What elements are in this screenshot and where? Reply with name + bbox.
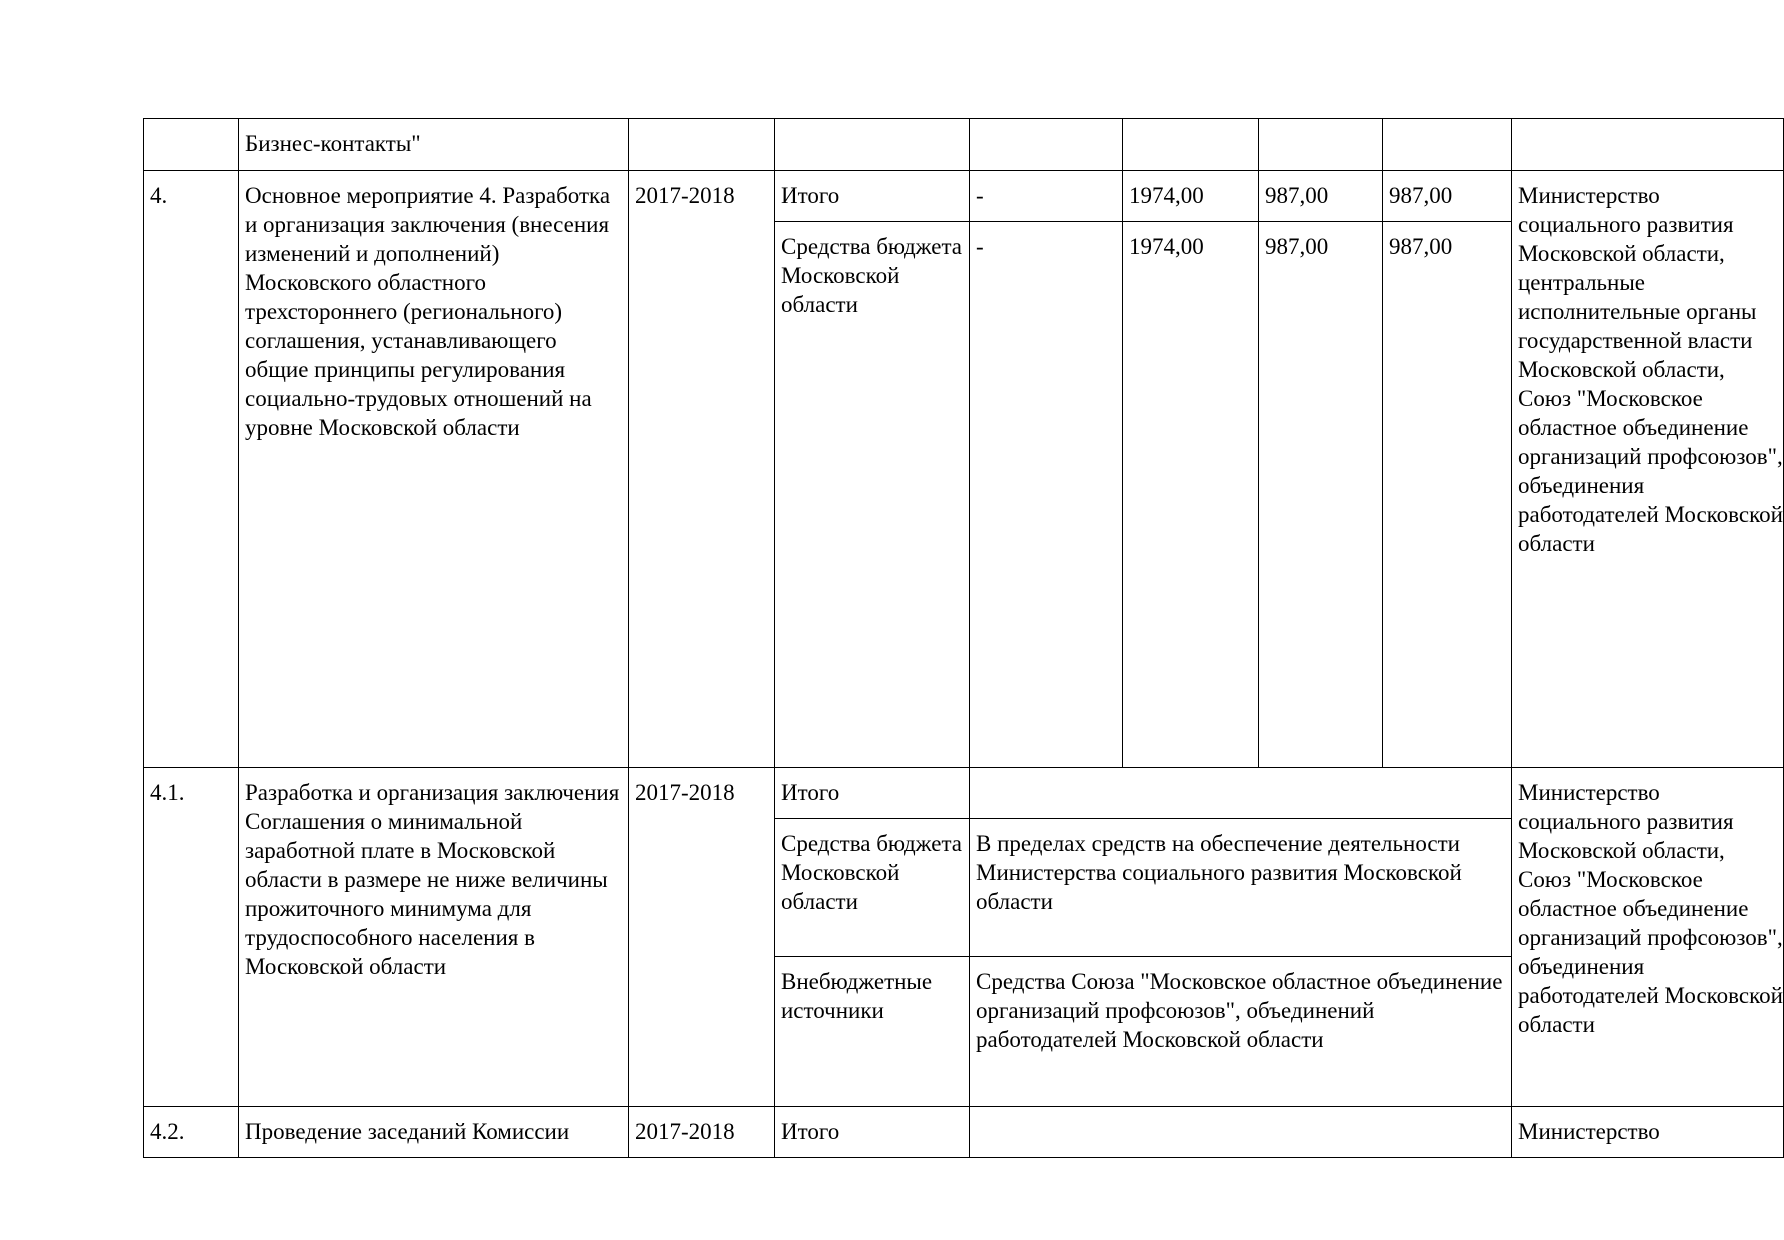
activity-name-cell [239, 119, 629, 171]
value-cell [1123, 171, 1259, 222]
value-cell [970, 119, 1123, 171]
value: - [976, 234, 984, 259]
value-cell [970, 171, 1123, 222]
period: 2017-2018 [635, 780, 735, 805]
funding-note: Средства Союза "Московское областное объединение организаций профсоюзов", объединений работодателей Московской области [976, 969, 1503, 1052]
value-cell [1123, 119, 1259, 171]
value-cell [1259, 171, 1383, 222]
value-cell [1259, 119, 1383, 171]
source-label: Итого [781, 1119, 840, 1144]
value-cell [1383, 171, 1512, 222]
activity-name: Разработка и организация заключения Соглашения о минимальной заработной плате в Московской области в размере не ниже величины прожиточного минимума для трудоспособного населения в Московской области [245, 780, 620, 979]
funding-note-cell [970, 768, 1512, 819]
value-cell [970, 222, 1123, 768]
executor-cell [1512, 171, 1784, 768]
value-cell [1259, 222, 1383, 768]
activity-name-cell [239, 171, 629, 768]
value: 987,00 [1265, 183, 1329, 208]
value: 987,00 [1389, 234, 1453, 259]
source-label: Средства бюджета Московской области [781, 831, 962, 914]
value: - [976, 183, 984, 208]
executor-cell [1512, 1107, 1784, 1158]
activity-name: Проведение заседаний Комиссии [245, 1119, 570, 1144]
source-cell [775, 819, 970, 957]
executor: Министерство социального развития Московской области, центральные исполнительные органы государственной власти Московской области, Союз "Московское областное объединение организаций профсоюзов", объединения работодателей Московской области [1518, 183, 1783, 556]
executor-cell [1512, 119, 1784, 171]
value: 1974,00 [1129, 234, 1204, 259]
activity-name-cell [239, 1107, 629, 1158]
period: 2017-2018 [635, 183, 735, 208]
row-number-cell [144, 768, 239, 1107]
value-cell [1123, 222, 1259, 768]
source-label: Итого [781, 183, 840, 208]
row-number: 4.1. [150, 780, 185, 805]
row-number: 4.2. [150, 1119, 185, 1144]
executor-cell [1512, 768, 1784, 1107]
funding-note-cell [970, 1107, 1512, 1158]
row-number: 4. [150, 183, 168, 208]
period-cell [629, 171, 775, 768]
table-row [144, 119, 1784, 171]
activity-name-cell [239, 768, 629, 1107]
period: 2017-2018 [635, 1119, 735, 1144]
value: 987,00 [1265, 234, 1329, 259]
period-cell [629, 768, 775, 1107]
executor: Министерство социального развития Московской области, Союз "Московское областное объединение организаций профсоюзов", объединения работодателей Московской области [1518, 780, 1783, 1037]
row-number-cell [144, 1107, 239, 1158]
source-cell [775, 171, 970, 222]
funding-note-cell [970, 957, 1512, 1107]
source-label: Итого [781, 780, 840, 805]
source-cell [775, 222, 970, 768]
value-cell [1383, 119, 1512, 171]
table-row [144, 768, 1784, 819]
row-number-cell [144, 119, 239, 171]
source-cell [775, 119, 970, 171]
source-cell [775, 768, 970, 819]
source-label: Внебюджетные источники [781, 969, 933, 1023]
value-cell [1383, 222, 1512, 768]
activity-name: Бизнес-контакты" [245, 131, 421, 156]
period-cell [629, 1107, 775, 1158]
program-activities-table [143, 118, 1784, 1158]
table-row [144, 171, 1784, 222]
row-number-cell [144, 171, 239, 768]
funding-note: В пределах средств на обеспечение деятельности Министерства социального развития Московской области [976, 831, 1462, 914]
period-cell [629, 119, 775, 171]
value: 1974,00 [1129, 183, 1204, 208]
source-cell [775, 957, 970, 1107]
source-cell [775, 1107, 970, 1158]
activity-name: Основное мероприятие 4. Разработка и организация заключения (внесения изменений и дополнений) Московского областного трехстороннего (регионального) соглашения, устанавливающего общие принципы регулирования социально-трудовых отношений на уровне Московской области [245, 183, 611, 440]
table-row [144, 1107, 1784, 1158]
value: 987,00 [1389, 183, 1453, 208]
source-label: Средства бюджета Московской области [781, 234, 962, 317]
executor: Министерство [1518, 1119, 1660, 1144]
funding-note-cell [970, 819, 1512, 957]
